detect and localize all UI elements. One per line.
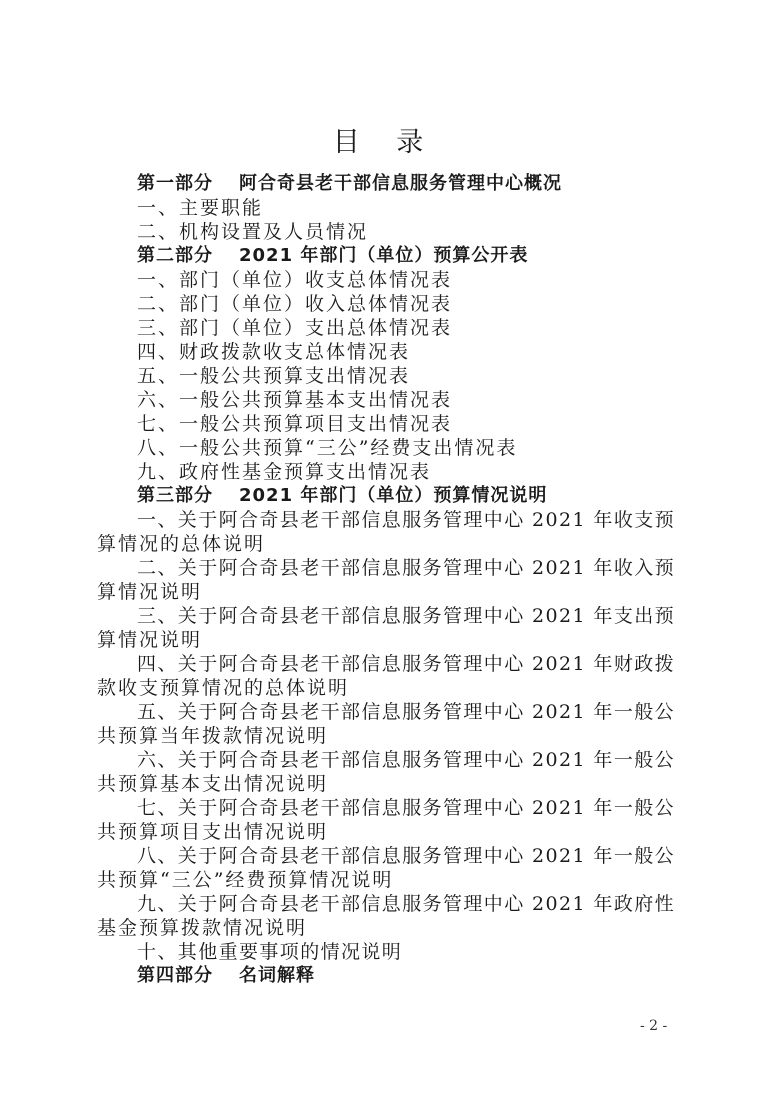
toc-entry-line1: 三、关于阿合奇县老干部信息服务管理中心 2021 年支出预 xyxy=(137,605,676,627)
toc-entry-line1: 六、关于阿合奇县老干部信息服务管理中心 2021 年一般公 xyxy=(137,749,676,771)
toc-entry-line2: 共预算“三公”经费预算情况说明 xyxy=(97,869,394,891)
toc-entry: 一、主要职能 xyxy=(137,197,264,219)
part-heading xyxy=(0,244,770,268)
toc-entry: 六、一般公共预算基本支出情况表 xyxy=(137,389,453,411)
toc-entry-line2: 共预算项目支出情况说明 xyxy=(97,821,329,843)
toc-entry-line2: 共预算基本支出情况说明 xyxy=(97,773,329,795)
toc-entry-line2: 算情况说明 xyxy=(97,581,203,603)
toc-entry: 三、部门（单位）支出总体情况表 xyxy=(137,317,453,339)
part-title: 阿合奇县老干部信息服务管理中心概况 xyxy=(239,173,562,194)
part-heading xyxy=(0,172,770,196)
table-of-contents xyxy=(0,172,770,988)
toc-entry-line2: 基金预算拨款情况说明 xyxy=(97,917,308,939)
part-heading xyxy=(0,484,770,508)
toc-entry-line1: 二、关于阿合奇县老干部信息服务管理中心 2021 年收入预 xyxy=(137,557,676,579)
toc-entry-line1: 四、关于阿合奇县老干部信息服务管理中心 2021 年财政拨 xyxy=(137,653,676,675)
toc-entry: 四、财政拨款收支总体情况表 xyxy=(137,341,411,363)
toc-entry-line2: 款收支预算情况的总体说明 xyxy=(97,677,350,699)
toc-entry: 二、机构设置及人员情况 xyxy=(137,221,369,243)
part-number: 第三部分 xyxy=(137,485,213,506)
toc-entry-line2: 共预算当年拨款情况说明 xyxy=(97,725,329,747)
toc-entry: 二、部门（单位）收入总体情况表 xyxy=(137,293,453,315)
toc-entry: 八、一般公共预算“三公”经费支出情况表 xyxy=(137,437,518,459)
toc-entry-line1: 七、关于阿合奇县老干部信息服务管理中心 2021 年一般公 xyxy=(137,797,676,819)
part-number: 第二部分 xyxy=(137,245,213,266)
toc-entry-line1: 八、关于阿合奇县老干部信息服务管理中心 2021 年一般公 xyxy=(137,845,676,867)
toc-entry: 十、其他重要事项的情况说明 xyxy=(137,941,403,963)
page-title: 目 录 xyxy=(332,127,438,158)
toc-entry-line1: 一、关于阿合奇县老干部信息服务管理中心 2021 年收支预 xyxy=(137,509,676,531)
toc-entry: 九、政府性基金预算支出情况表 xyxy=(137,461,432,483)
toc-entry-line2: 算情况说明 xyxy=(97,629,203,651)
toc-entry-line1: 五、关于阿合奇县老干部信息服务管理中心 2021 年一般公 xyxy=(137,701,676,723)
toc-entry: 一、部门（单位）收支总体情况表 xyxy=(137,269,453,291)
toc-entry-line2: 算情况的总体说明 xyxy=(97,533,266,555)
toc-entry-line1: 九、关于阿合奇县老干部信息服务管理中心 2021 年政府性 xyxy=(137,893,676,915)
part-heading xyxy=(0,964,770,988)
part-number: 第四部分 xyxy=(137,965,213,986)
part-title: 名词解释 xyxy=(239,965,315,986)
page-number: - 2 - xyxy=(640,1018,668,1034)
toc-entry: 五、一般公共预算支出情况表 xyxy=(137,365,411,387)
part-title: 2021 年部门（单位）预算公开表 xyxy=(239,245,529,266)
part-number: 第一部分 xyxy=(137,173,213,194)
part-title: 2021 年部门（单位）预算情况说明 xyxy=(239,485,548,506)
toc-entry: 七、一般公共预算项目支出情况表 xyxy=(137,413,453,435)
